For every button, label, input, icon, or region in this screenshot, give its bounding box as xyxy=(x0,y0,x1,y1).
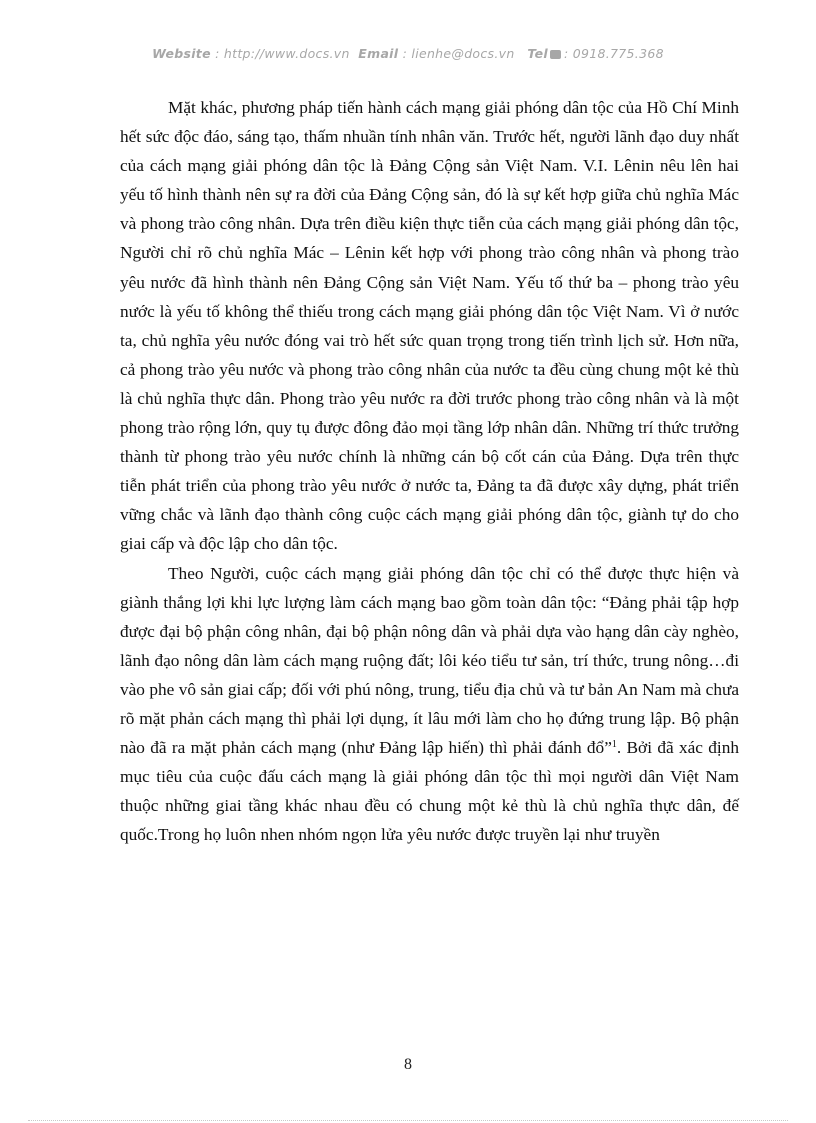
email-value: : lienhe@docs.vn xyxy=(402,46,515,61)
website-value: : http://www.docs.vn xyxy=(215,46,350,61)
email-label: Email xyxy=(358,46,399,61)
document-body xyxy=(120,93,739,849)
footnote-reference[interactable]: 1 xyxy=(611,739,617,751)
page-number: 8 xyxy=(404,1056,412,1073)
website-label: Website xyxy=(152,46,211,61)
page-header xyxy=(0,46,816,61)
page-bottom-divider xyxy=(28,1120,788,1121)
paragraph-1: Mặt khác, phương pháp tiến hành cách mạng giải phóng dân tộc của Hồ Chí Minh hết sức độc đáo, sáng tạo, thấm nhuần tính nhân văn. Trước hết, người lãnh đạo duy nhất của cách mạng giải phóng dân tộc là Đảng Cộng sản Việt Nam. V.I. Lênin nêu lên hai yếu tố hình thành nên sự ra đời của Đảng Cộng sản, đó là sự kết hợp giữa chủ nghĩa Mác và phong trào công nhân. Dựa trên điều kiện thực tiễn của cách mạng giải phóng dân tộc, Người chỉ rõ chủ nghĩa Mác – Lênin kết hợp với phong trào công nhân và phong trào yêu nước đã hình thành nên Đảng Cộng sản Việt Nam. Yếu tố thứ ba – phong trào yêu nước là yếu tố không thể thiếu trong cách mạng giải phóng dân tộc Việt Nam. Vì ở nước ta, chủ nghĩa yêu nước đóng vai trò hết sức quan trọng trong tiến trình lịch sử. Hơn nữa, cả phong trào yêu nước và phong trào công nhân của nước ta đều cùng chung một kẻ thù là chủ nghĩa thực dân. Phong trào yêu nước ra đời trước phong trào công nhân và là một phong trào rộng lớn, quy tụ được đông đảo mọi tầng lớp nhân dân. Những trí thức trưởng thành từ phong trào yêu nước chính là những cán bộ cốt cán của Đảng. Dựa trên thực tiễn phát triển của phong trào yêu nước ở nước ta, Đảng ta đã được xây dựng, phát triển vững chắc và lãnh đạo thành công cuộc cách mạng giải phóng dân tộc, giành tự do cho giai cấp và độc lập cho dân tộc. xyxy=(120,98,739,554)
tel-value: : 0918.775.368 xyxy=(563,46,664,61)
phone-icon xyxy=(550,50,561,59)
paragraph-2 xyxy=(120,559,739,850)
tel-label: Tel xyxy=(527,46,548,61)
paragraph-2-continuation: . Bởi đã xác định mục tiêu của cuộc đấu cách mạng là giải phóng dân tộc thì mọi người dân Việt Nam thuộc những giai tầng khác nhau đều có chung một kẻ thù là chủ nghĩa thực dân, đế quốc.Trong họ luôn nhen nhóm ngọn lửa yêu nước được truyền lại như truyền xyxy=(120,738,739,845)
paragraph-2-text: Theo Người, cuộc cách mạng giải phóng dân tộc chỉ có thể được thực hiện và giành thắng lợi khi lực lượng làm cách mạng bao gồm toàn dân tộc: “Đảng phải tập hợp được đại bộ phận công nhân, đại bộ phận nông dân và phải dựa vào hạng dân cày nghèo, lãnh đạo nông dân làm cách mạng ruộng đất; lôi kéo tiểu tư sản, trí thức, trung nông…đi vào phe vô sản giai cấp; đối với phú nông, trung, tiểu địa chủ và tư bản An Nam mà chưa rõ mặt phản cách mạng thì phải lợi dụng, ít lâu mới làm cho họ đứng trung lập. Bộ phận nào đã ra mặt phản cách mạng (như Đảng lập hiến) thì phải đánh đổ” xyxy=(120,563,739,758)
